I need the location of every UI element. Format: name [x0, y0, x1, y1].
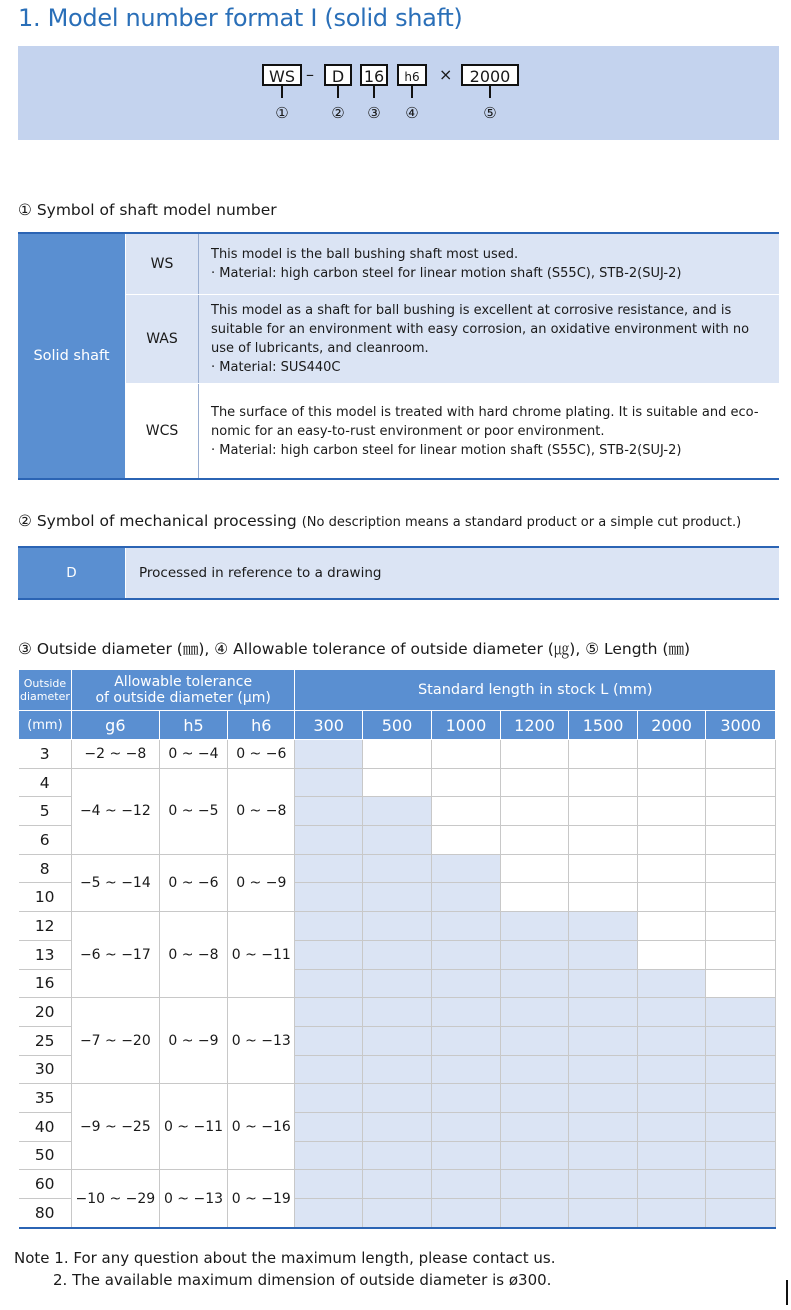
stock-available-cell [432, 912, 501, 941]
stock-available-cell [432, 1084, 501, 1113]
stock-empty-cell [706, 883, 776, 912]
description-line: suitable for an environment with easy corrosion, an oxidative environment with no [211, 322, 750, 337]
stock-available-cell [706, 1026, 776, 1055]
dimension-table [18, 669, 776, 1229]
stock-available-cell [569, 1055, 638, 1084]
marker-2: ② [331, 104, 345, 122]
length-col-1500: 1500 [569, 711, 638, 740]
stock-available-cell [706, 1112, 776, 1141]
table-row [19, 1170, 776, 1199]
stock-available-cell [637, 1141, 706, 1170]
stock-available-cell [295, 854, 362, 883]
stock-available-cell [569, 1199, 638, 1228]
length-col-1200: 1200 [500, 711, 569, 740]
stock-available-cell [500, 1084, 569, 1113]
tolerance-h5-cell: 0 ~ −6 [159, 854, 227, 911]
stock-available-cell [362, 1199, 431, 1228]
header-row [19, 711, 776, 740]
stock-available-cell [500, 1170, 569, 1199]
stock-available-cell [569, 998, 638, 1027]
stock-available-cell [432, 1141, 501, 1170]
dimension-heading: ③ Outside diameter (㎜), ④ Allowable tolerance of outside diameter (㎍), ⑤ Length (㎜) [18, 640, 691, 658]
table-row [18, 295, 779, 384]
stock-empty-cell [706, 969, 776, 998]
outside-diameter-cell: 16 [19, 969, 72, 998]
stock-available-cell [706, 1170, 776, 1199]
stock-available-cell [362, 1084, 431, 1113]
stock-empty-cell [706, 826, 776, 855]
stock-empty-cell [569, 826, 638, 855]
outside-diameter-cell: 12 [19, 912, 72, 941]
stock-empty-cell [637, 940, 706, 969]
stock-empty-cell [637, 912, 706, 941]
stock-available-cell [295, 998, 362, 1027]
outside-diameter-cell: 80 [19, 1199, 72, 1228]
model-description [199, 295, 780, 384]
stock-available-cell [637, 969, 706, 998]
tolerance-h6-cell: 0 ~ −9 [228, 854, 295, 911]
stock-available-cell [500, 1026, 569, 1055]
outside-diameter-cell: 8 [19, 854, 72, 883]
stock-empty-cell [500, 854, 569, 883]
stock-available-cell [500, 998, 569, 1027]
model-description [199, 384, 780, 480]
tolerance-h5-cell: 0 ~ −13 [159, 1170, 227, 1228]
stock-available-cell [500, 1112, 569, 1141]
outside-diameter-cell: 4 [19, 768, 72, 797]
stock-empty-cell [432, 826, 501, 855]
stock-available-cell [500, 1055, 569, 1084]
stock-empty-cell [637, 768, 706, 797]
stock-available-cell [295, 912, 362, 941]
stock-available-cell [706, 1199, 776, 1228]
stock-available-cell [295, 1199, 362, 1228]
stock-available-cell [295, 1055, 362, 1084]
table-row [19, 912, 776, 941]
outside-diameter-cell: 25 [19, 1026, 72, 1055]
tolerance-g6-cell: −7 ~ −20 [71, 998, 159, 1084]
stock-available-cell [362, 912, 431, 941]
code-box-tolerance: h6 [397, 64, 427, 86]
stock-empty-cell [432, 797, 501, 826]
stock-available-cell [569, 940, 638, 969]
stock-empty-cell [706, 797, 776, 826]
model-code-cell: WAS [126, 295, 199, 384]
stock-available-cell [362, 940, 431, 969]
symbol-heading: ① Symbol of shaft model number [18, 201, 277, 219]
stock-available-cell [295, 1141, 362, 1170]
mechanical-heading-title: ② Symbol of mechanical processing [18, 512, 297, 530]
stock-empty-cell [500, 883, 569, 912]
stock-available-cell [706, 1141, 776, 1170]
stock-empty-cell [569, 883, 638, 912]
length-col-1000: 1000 [432, 711, 501, 740]
tolerance-g6-cell: −5 ~ −14 [71, 854, 159, 911]
stock-available-cell [362, 826, 431, 855]
category-cell: Solid shaft [18, 233, 126, 479]
od-unit-header: (mm) [19, 711, 72, 740]
stock-available-cell [569, 1170, 638, 1199]
marker-1: ① [275, 104, 289, 122]
table-row [19, 998, 776, 1027]
stock-available-cell [569, 1026, 638, 1055]
tolerance-h6-cell: 0 ~ −16 [228, 1084, 295, 1170]
stock-empty-cell [637, 883, 706, 912]
outside-diameter-header [19, 670, 72, 711]
stock-available-cell [637, 1084, 706, 1113]
pointer-line [411, 86, 413, 98]
stock-available-cell [295, 969, 362, 998]
stock-available-cell [500, 1199, 569, 1228]
stock-empty-cell [432, 768, 501, 797]
symbol-table [18, 232, 779, 480]
stock-available-cell [432, 1170, 501, 1199]
stock-available-cell [637, 1199, 706, 1228]
stock-available-cell [362, 1112, 431, 1141]
tolerance-header-line: of outside diameter (μm) [95, 690, 271, 706]
stock-available-cell [569, 969, 638, 998]
code-separator-dash: – [306, 65, 314, 84]
page-edge-mark [786, 1280, 788, 1305]
outside-diameter-cell: 3 [19, 740, 72, 769]
stock-empty-cell [637, 826, 706, 855]
stock-empty-cell [706, 940, 776, 969]
stock-available-cell [295, 768, 362, 797]
outside-diameter-cell: 5 [19, 797, 72, 826]
processing-description: Processed in reference to a drawing [126, 547, 780, 599]
stock-empty-cell [637, 854, 706, 883]
mechanical-heading [18, 512, 741, 530]
length-col-2000: 2000 [637, 711, 706, 740]
stock-available-cell [432, 1112, 501, 1141]
stock-available-cell [362, 1026, 431, 1055]
tolerance-col-h6: h6 [228, 711, 295, 740]
pointer-line [373, 86, 375, 98]
stock-empty-cell [500, 826, 569, 855]
stock-available-cell [569, 912, 638, 941]
tolerance-col-g6: g6 [71, 711, 159, 740]
marker-3: ③ [367, 104, 381, 122]
tolerance-h5-cell: 0 ~ −4 [159, 740, 227, 769]
table-row [19, 740, 776, 769]
tolerance-col-h5: h5 [159, 711, 227, 740]
model-description [199, 233, 780, 295]
stock-available-cell [362, 883, 431, 912]
outside-diameter-cell: 40 [19, 1112, 72, 1141]
model-format-box [18, 46, 779, 140]
stock-available-cell [500, 912, 569, 941]
tolerance-h5-cell: 0 ~ −9 [159, 998, 227, 1084]
tolerance-header [71, 670, 295, 711]
stock-empty-cell [362, 740, 431, 769]
stock-available-cell [500, 940, 569, 969]
notes [14, 1247, 556, 1291]
stock-available-cell [362, 1141, 431, 1170]
model-code-row [18, 64, 779, 88]
description-line: use of lubricants, and cleanroom. [211, 341, 429, 356]
description-line: · Material: high carbon steel for linear motion shaft (S55C), STB-2(SUJ-2) [211, 442, 682, 458]
stock-empty-cell [500, 797, 569, 826]
pointer-line [281, 86, 283, 98]
tolerance-h6-cell: 0 ~ −11 [228, 912, 295, 998]
tolerance-g6-cell: −4 ~ −12 [71, 768, 159, 854]
dimension-table-body [19, 740, 776, 1228]
outside-diameter-cell: 50 [19, 1141, 72, 1170]
outside-diameter-cell: 60 [19, 1170, 72, 1199]
code-box-processing: D [324, 64, 352, 86]
stock-empty-cell [637, 740, 706, 769]
mechanical-table [18, 546, 779, 600]
stock-available-cell [432, 1055, 501, 1084]
outside-diameter-cell: 30 [19, 1055, 72, 1084]
stock-available-cell [569, 1084, 638, 1113]
code-separator-times: × [439, 65, 453, 84]
marker-4: ④ [405, 104, 419, 122]
table-row [19, 854, 776, 883]
stock-available-cell [569, 1141, 638, 1170]
outside-diameter-cell: 20 [19, 998, 72, 1027]
stock-available-cell [295, 1112, 362, 1141]
pointer-line [337, 86, 339, 98]
stock-available-cell [362, 969, 431, 998]
tolerance-g6-cell: −6 ~ −17 [71, 912, 159, 998]
length-col-500: 500 [362, 711, 431, 740]
tolerance-h6-cell: 0 ~ −8 [228, 768, 295, 854]
stock-empty-cell [706, 768, 776, 797]
mechanical-heading-note: (No description means a standard product or a simple cut product.) [301, 515, 742, 530]
stock-available-cell [637, 1170, 706, 1199]
stock-available-cell [295, 797, 362, 826]
code-box-length: 2000 [461, 64, 519, 86]
stock-available-cell [295, 883, 362, 912]
stock-available-cell [706, 1084, 776, 1113]
stock-available-cell [295, 826, 362, 855]
stock-available-cell [569, 1112, 638, 1141]
stock-empty-cell [500, 768, 569, 797]
page-title: 1. Model number format I (solid shaft) [18, 4, 463, 32]
table-row [18, 547, 779, 599]
od-header-line: Outside [23, 677, 67, 690]
description-line: nomic for an easy-to-rust environment or poor environment. [211, 423, 605, 439]
length-header-label: Standard length in stock L (mm) [417, 682, 653, 698]
stock-available-cell [637, 998, 706, 1027]
stock-available-cell [362, 1055, 431, 1084]
stock-empty-cell [706, 854, 776, 883]
stock-empty-cell [706, 740, 776, 769]
stock-empty-cell [706, 912, 776, 941]
stock-available-cell [432, 883, 501, 912]
stock-available-cell [500, 1141, 569, 1170]
stock-available-cell [706, 998, 776, 1027]
tolerance-g6-cell: −10 ~ −29 [71, 1170, 159, 1228]
length-header [295, 670, 776, 711]
stock-available-cell [295, 940, 362, 969]
tolerance-g6-cell: −2 ~ −8 [71, 740, 159, 769]
stock-available-cell [295, 740, 362, 769]
stock-available-cell [295, 1170, 362, 1199]
pointer-line [489, 86, 491, 98]
description-line: This model is the ball bushing shaft most used. [211, 247, 519, 262]
table-row [18, 233, 779, 295]
description-line: This model as a shaft for ball bushing is excellent at corrosive resistance, and is [211, 303, 732, 318]
stock-empty-cell [362, 768, 431, 797]
description-line: The surface of this model is treated with hard chrome plating. It is suitable and eco- [211, 404, 759, 420]
tolerance-header-line: Allowable tolerance [114, 674, 253, 690]
table-row [19, 1084, 776, 1113]
stock-available-cell [432, 998, 501, 1027]
stock-available-cell [432, 1026, 501, 1055]
description-line: · Material: high carbon steel for linear motion shaft (S55C), STB-2(SUJ-2) [211, 266, 682, 281]
length-col-3000: 3000 [706, 711, 776, 740]
tolerance-h6-cell: 0 ~ −19 [228, 1170, 295, 1228]
tolerance-g6-cell: −9 ~ −25 [71, 1084, 159, 1170]
processing-code-cell: D [18, 547, 126, 599]
stock-available-cell [295, 1084, 362, 1113]
stock-available-cell [706, 1055, 776, 1084]
stock-empty-cell [569, 740, 638, 769]
stock-empty-cell [569, 768, 638, 797]
tolerance-h6-cell: 0 ~ −13 [228, 998, 295, 1084]
code-box-series: WS [262, 64, 302, 86]
length-col-300: 300 [295, 711, 362, 740]
model-code-cell: WCS [126, 384, 199, 480]
model-code-cell: WS [126, 233, 199, 295]
stock-available-cell [637, 1055, 706, 1084]
stock-available-cell [432, 854, 501, 883]
outside-diameter-cell: 10 [19, 883, 72, 912]
od-header-line: diameter [20, 690, 70, 703]
tolerance-h5-cell: 0 ~ −11 [159, 1084, 227, 1170]
outside-diameter-cell: 35 [19, 1084, 72, 1113]
stock-available-cell [362, 797, 431, 826]
note-line: 2. The available maximum dimension of outside diameter is ø300. [53, 1271, 552, 1289]
note-line: Note 1. For any question about the maximum length, please contact us. [14, 1249, 556, 1267]
stock-empty-cell [569, 854, 638, 883]
stock-available-cell [637, 1026, 706, 1055]
stock-available-cell [432, 969, 501, 998]
stock-available-cell [295, 1026, 362, 1055]
stock-empty-cell [637, 797, 706, 826]
stock-available-cell [432, 1199, 501, 1228]
marker-5: ⑤ [483, 104, 497, 122]
stock-available-cell [432, 940, 501, 969]
table-row [18, 384, 779, 480]
stock-empty-cell [432, 740, 501, 769]
code-box-diameter: 16 [360, 64, 388, 86]
tolerance-h6-cell: 0 ~ −6 [228, 740, 295, 769]
stock-empty-cell [500, 740, 569, 769]
stock-available-cell [362, 1170, 431, 1199]
stock-empty-cell [569, 797, 638, 826]
stock-available-cell [637, 1112, 706, 1141]
stock-available-cell [362, 854, 431, 883]
stock-available-cell [362, 998, 431, 1027]
header-row [19, 670, 776, 711]
stock-available-cell [500, 969, 569, 998]
outside-diameter-cell: 6 [19, 826, 72, 855]
outside-diameter-cell: 13 [19, 940, 72, 969]
description-line: · Material: SUS440C [211, 360, 341, 375]
table-row [19, 768, 776, 797]
tolerance-h5-cell: 0 ~ −8 [159, 912, 227, 998]
tolerance-h5-cell: 0 ~ −5 [159, 768, 227, 854]
